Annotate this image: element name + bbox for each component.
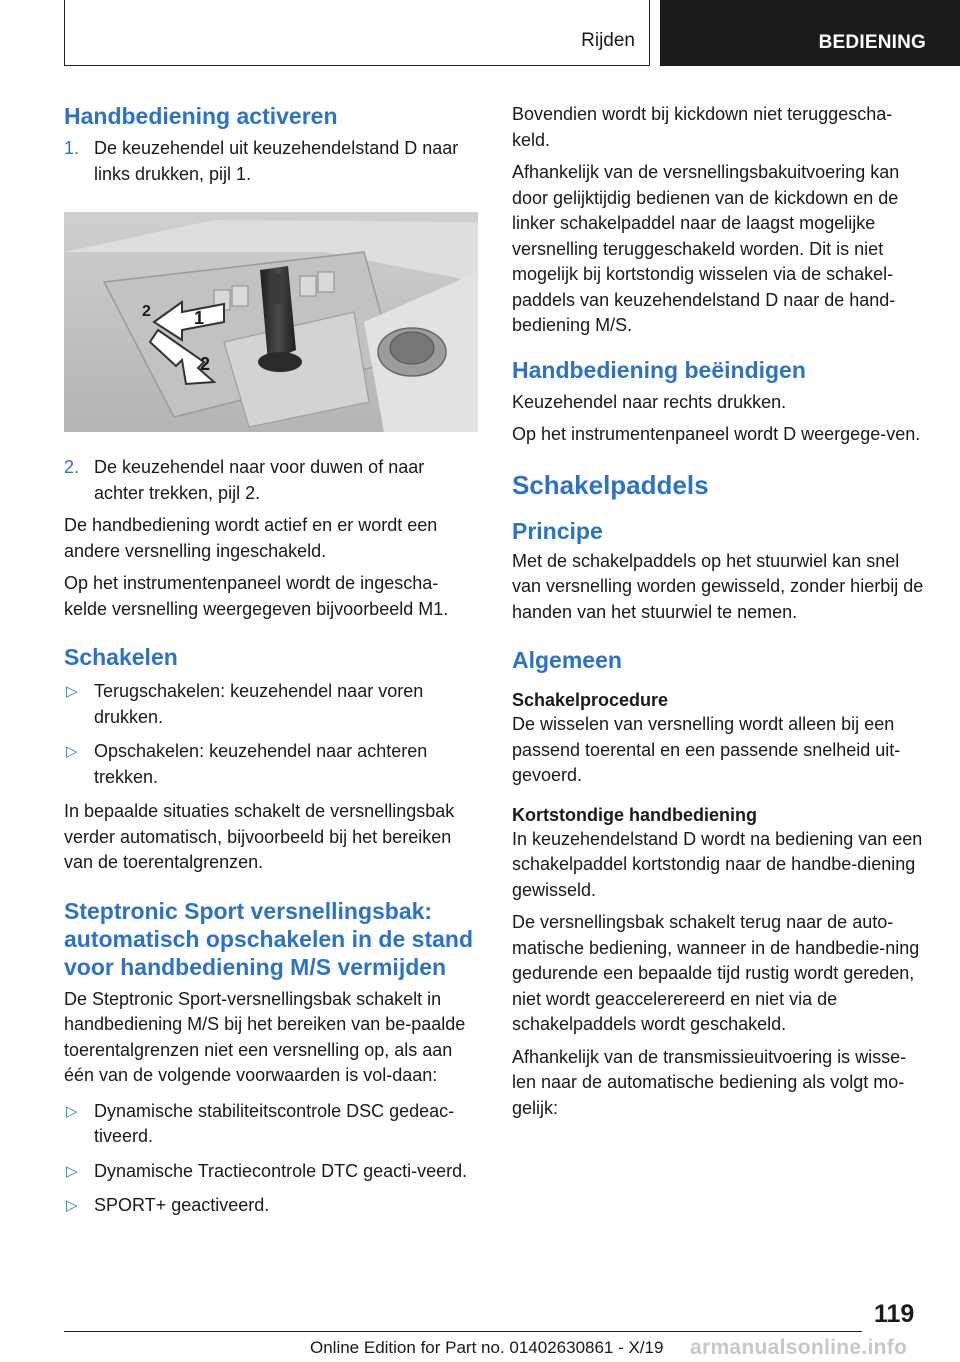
paragraph-end-1: Keuzehendel naar rechts drukken. <box>512 391 787 412</box>
paragraph-short-3: Afhankelijk van de transmissieuitvoering is wisse‐len naar de automatische bediening als volgt mo‐gelijk: <box>512 1046 907 1118</box>
bullet-dsc-text: Dynamische stabiliteitscontrole DSC gedeac‐tiveerd. <box>94 1100 455 1146</box>
triangle-bullet-icon: ▷ <box>66 743 78 760</box>
paragraph-auto-shift: In bepaalde situaties schakelt de versnellingsbak verder automatisch, bijvoorbeeld bij het bereiken van de toerentalgrenzen. <box>64 801 455 872</box>
figure-label-2b: 2 <box>200 354 211 374</box>
watermark-text: armanualsonline.info <box>690 1336 908 1359</box>
step-1 <box>64 136 478 187</box>
paragraph-short-2: De versnellingsbak schakelt terug naar de auto‐matische bediening, wanneer in de handbedie‐ning gedurende een bepaalde tijd rustig wordt gereden, niet wordt geaccelerereerd en niet via de schakelpaddels wordt geschakeld. <box>512 912 920 1034</box>
heading-shift: Schakelen <box>64 644 178 670</box>
chapter-title: BEDIENING <box>818 32 926 53</box>
paragraph-principle: Met de schakelpaddels op het stuurwiel kan snel van versnelling worden gewisseld, zonder hierbij de handen van het stuurwiel te nemen. <box>512 550 924 622</box>
paragraph-depending: Afhankelijk van de versnellingsbakuitvoering kan door gelijktijdig bedienen van de kickdown en de linker schakelpaddel naar de laagst mogelijke versnelling teruggeschakeld worden. Dit is niet mogelijk bij kortstondig wisselen via de schakel‐paddels van keuzehendelstand D naar de hand‐bediening M/S. <box>512 162 900 335</box>
heading-activate: Handbediening activeren <box>64 103 338 129</box>
heading-general: Algemeen <box>512 647 622 673</box>
paragraph-active: De handbediening wordt actief en er wordt een andere versnelling ingeschakeld. <box>64 515 438 561</box>
bullet-downshift <box>64 679 478 730</box>
heading-end-manual: Handbediening beëindigen <box>512 356 806 383</box>
triangle-bullet-icon: ▷ <box>66 1102 78 1120</box>
step-2-text: De keuzehendel naar voor duwen of naar achter trekken, pijl 2. <box>94 457 425 503</box>
section-title: Rijden <box>581 30 635 51</box>
bullet-sport <box>64 1193 478 1219</box>
paragraph-steptronic: De Steptronic Sport-versnellingsbak schakelt in handbediening M/S bij het bereiken van be‐paalde toerentalgrenzen niet een versnelling op, als aan één van de volgende voorwaarden is vol‐daan: <box>64 988 466 1085</box>
subheading-procedure: Schakelprocedure <box>512 690 669 710</box>
bullet-upshift <box>64 739 478 790</box>
paragraph-display: Op het instrumentenpaneel wordt de ingescha‐kelde versnelling weergegeven bijvoorbeeld M1. <box>64 573 449 619</box>
paragraph-end-2: Op het instrumentenpaneel wordt D weergege‐ven. <box>512 424 921 444</box>
left-column <box>64 102 478 1228</box>
step-2-number: 2. <box>64 457 80 477</box>
triangle-bullet-icon: ▷ <box>66 1197 78 1214</box>
right-column <box>512 102 926 1128</box>
figure-label-2a: 2 <box>142 303 151 320</box>
heading-principle: Principe <box>512 517 603 544</box>
paragraph-short-1: In keuzehendelstand D wordt na bediening van een schakelpaddel kortstondig naar de handbe‐diening gewisseld. <box>512 828 923 900</box>
heading-paddles: Schakelpaddels <box>512 469 709 500</box>
bullet-dtc <box>64 1159 478 1185</box>
triangle-bullet-icon: ▷ <box>66 683 78 700</box>
header-chapter-box <box>660 0 960 66</box>
bullet-downshift-text: Terugschakelen: keuzehendel naar voren drukken. <box>94 681 424 727</box>
step-1-text: De keuzehendel uit keuzehendelstand D naar links drukken, pijl 1. <box>94 138 459 184</box>
page-number: 119 <box>874 1300 915 1328</box>
bullet-upshift-text: Opschakelen: keuzehendel naar achteren trekken. <box>94 741 428 787</box>
paragraph-procedure: De wisselen van versnelling wordt alleen bij een passend toerental en een passende snelheid uit‐gevoerd. <box>512 714 901 785</box>
bullet-dtc-text: Dynamische Tractiecontrole DTC geacti‐veerd. <box>94 1160 468 1181</box>
header-section-box <box>64 0 650 66</box>
triangle-bullet-icon: ▷ <box>66 1162 78 1180</box>
step-2 <box>64 455 478 506</box>
gear-selector-figure <box>64 212 478 432</box>
edition-text: Online Edition for Part no. 01402630861 - X/19 <box>310 1338 664 1357</box>
bullet-dsc <box>64 1099 478 1150</box>
bullet-sport-text: SPORT+ geactiveerd. <box>94 1195 270 1215</box>
heading-steptronic: Steptronic Sport versnellingsbak: automatisch opschakelen in de stand voor handbediening M/S vermijden <box>64 897 473 980</box>
figure-label-1: 1 <box>194 308 205 328</box>
step-1-number: 1. <box>64 138 80 158</box>
subheading-short-manual: Kortstondige handbediening <box>512 804 757 825</box>
footer-rule <box>64 1331 862 1332</box>
paragraph-kickdown: Bovendien wordt bij kickdown niet teruggescha‐keld. <box>512 104 893 150</box>
